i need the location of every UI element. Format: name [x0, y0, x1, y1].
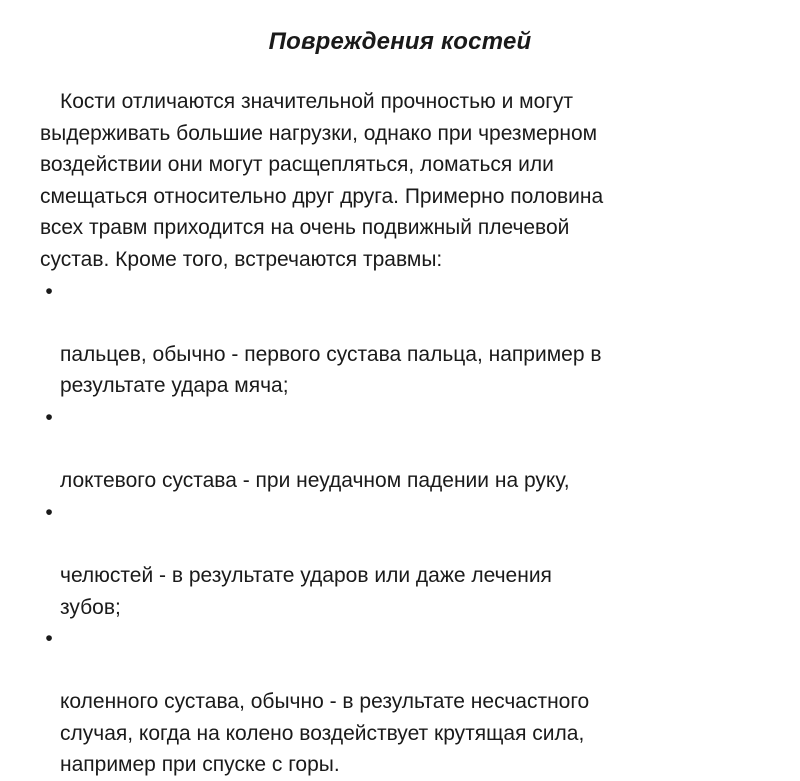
injury-list: [40, 276, 780, 781]
list-item-text: челюстей - в результате ударов или даже лечения зубов;: [60, 563, 552, 619]
list-item: [40, 623, 780, 781]
list-item-text: локтевого сустава - при неудачном падении на руку,: [60, 469, 570, 493]
bullet-icon: •: [45, 405, 53, 429]
bullet-icon: •: [45, 500, 53, 524]
list-item-text: коленного сустава, обычно - в результате несчастного случая, когда на колено воздействует крутящая сила, например при спуске с горы.: [60, 690, 590, 777]
bullet-icon: •: [45, 279, 53, 303]
list-item-text: пальцев, обычно - первого сустава пальца, например в результате удара мяча;: [60, 342, 602, 398]
list-item: [40, 402, 780, 497]
intro-paragraph: Кости отличаются значительной прочностью и могут выдерживать большие нагрузки, однако при чрезмерном воздействии они могут расщепляться, ломаться или смещаться относительно друг друга. Примерно половина всех травм приходится на очень подвижный плечевой сустав. Кроме того, встречаются травмы:: [40, 90, 604, 271]
list-item: [40, 497, 780, 623]
bullet-icon: •: [45, 627, 53, 651]
slide-body: [40, 86, 780, 781]
list-item: [40, 276, 780, 402]
slide-title: Повреждения костей: [268, 28, 532, 55]
